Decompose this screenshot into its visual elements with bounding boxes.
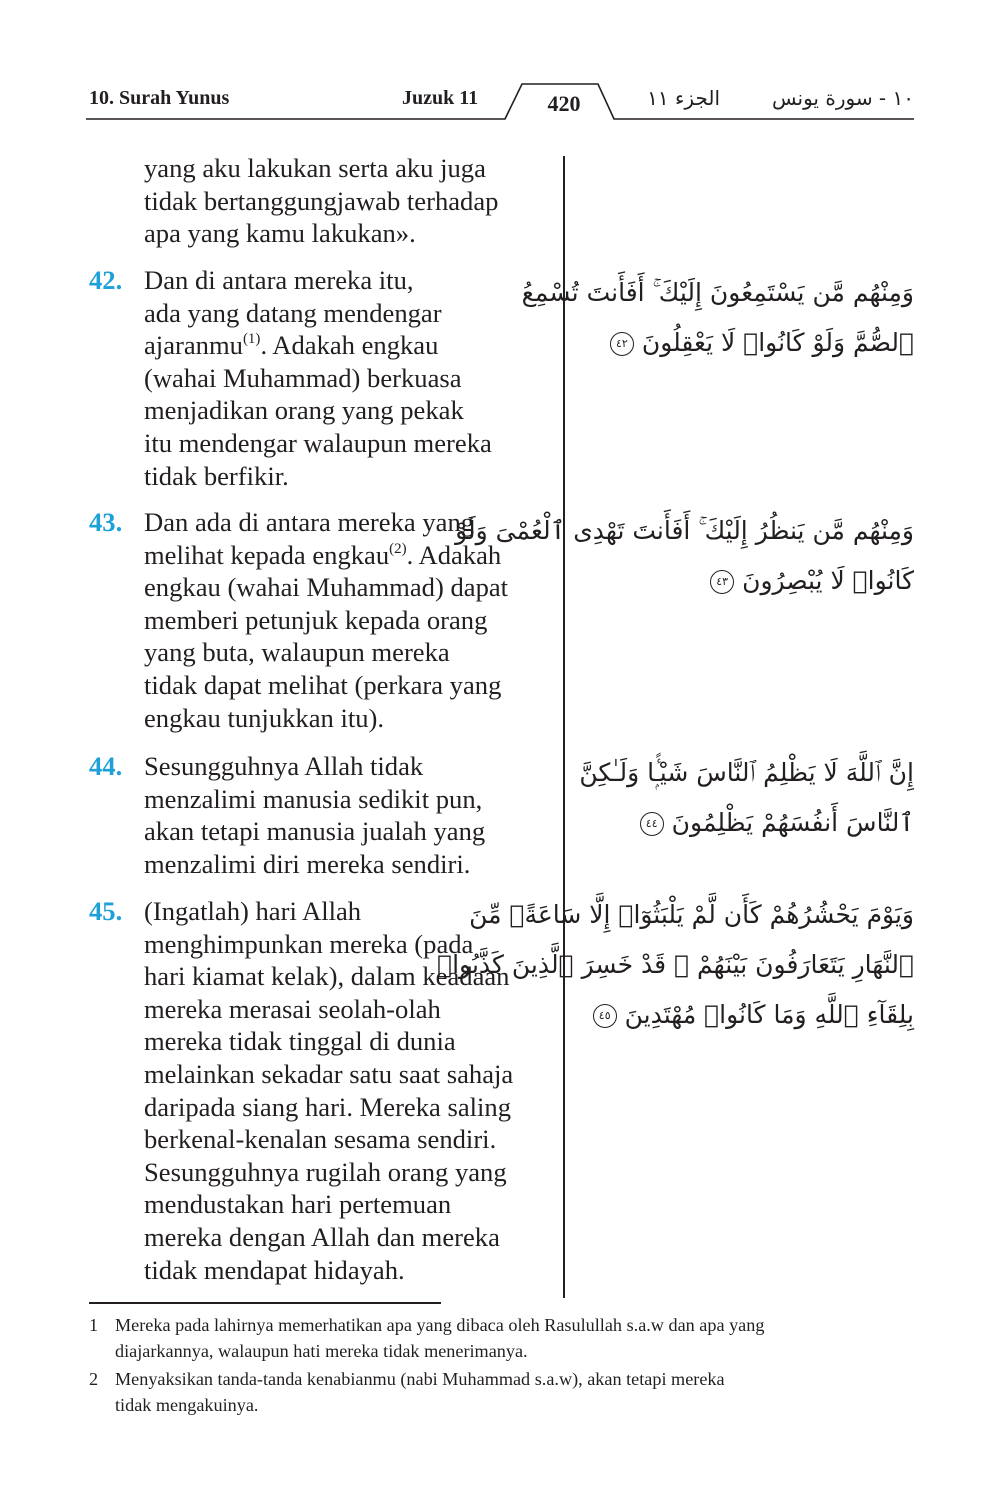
- text-line: (Ingatlah) hari Allah: [144, 896, 362, 926]
- arabic-verse-45: [437, 890, 914, 1040]
- text-line: tidak dapat melihat (perkara yang: [144, 669, 502, 700]
- text-line: hari kiamat kelak), dalam keadaan: [144, 961, 510, 992]
- page-number: 420: [547, 91, 581, 116]
- footnote-1: [89, 1312, 915, 1364]
- text-line: tidak mendapat hidayah.: [144, 1254, 405, 1285]
- text-line: (wahai Muhammad) berkuasa: [144, 362, 462, 393]
- verse-number: 44.: [89, 751, 123, 781]
- footnote-line: diajarkannya, walaupun hati mereka tidak menerimanya.: [115, 1341, 528, 1361]
- arabic-line: ٱلصُّمَّ وَلَوْ كَانُوا۟ لَا يَعْقِلُونَ ٤٢: [522, 318, 914, 368]
- verse-number: 45.: [89, 896, 123, 926]
- arabic-line: وَمِنْهُم مَّن يَنظُرُ إِلَيْكَ ۚ أَفَأَنتَ تَهْدِى ٱلْعُمْىَ وَلَوْ: [455, 516, 914, 545]
- ayah-end-marker: ٤٥: [593, 1004, 617, 1028]
- header-surah-title: 10. Surah Yunus: [89, 87, 230, 109]
- verse-42: [89, 264, 559, 492]
- arabic-line: ٱلنَّاسَ أَنفُسَهُمْ يَظْلِمُونَ ٤٤: [579, 798, 914, 848]
- text-line: tidak berfikir.: [144, 460, 289, 491]
- footnote-line: Mereka pada lahirnya memerhatikan apa yang dibaca oleh Rasulullah s.a.w dan apa yang: [115, 1315, 765, 1335]
- arabic-line: كَانُوا۟ لَا يُبْصِرُونَ ٤٣: [455, 556, 914, 606]
- header-juz-label: Juzuk 11: [402, 87, 479, 109]
- arabic-verse-42: [522, 268, 914, 368]
- text-line: mereka merasai seolah-olah: [144, 993, 441, 1024]
- text-line: akan tetapi manusia jualah yang: [144, 816, 486, 847]
- text-line: mereka dengan Allah dan mereka: [144, 1221, 500, 1252]
- footnote-number: 1: [89, 1315, 99, 1335]
- footnote-number: 2: [89, 1369, 99, 1389]
- text-line: menzalimi diri mereka sendiri.: [144, 848, 471, 879]
- text-line: engkau tunjukkan itu).: [144, 702, 385, 733]
- arabic-line: وَمِنْهُم مَّن يَسْتَمِعُونَ إِلَيْكَ ۚ أَفَأَنتَ تُسْمِعُ: [521, 278, 914, 307]
- footnote-line: Menyaksikan tanda-tanda kenabianmu (nabi Muhammad s.a.w), akan tetapi mereka: [115, 1369, 725, 1389]
- text-line: ajaranmu$^{(1)}$. Adakah engkau: [144, 330, 439, 361]
- footnote-ref-1[interactable]: (1): [242, 331, 261, 348]
- text-line: Sesungguhnya Allah tidak: [144, 751, 424, 781]
- text-line: menghimpunkan mereka (pada: [144, 928, 474, 959]
- text-line: berkenal-kenalan sesama sendiri.: [144, 1124, 497, 1155]
- verse-44: [89, 750, 559, 880]
- arabic-line: ٱلنَّهَارِ يَتَعَارَفُونَ بَيْنَهُمْ ۚ قَدْ خَسِرَ ٱلَّذِينَ كَذَّبُوا۟: [437, 950, 914, 979]
- footnote-line: tidak mengakuinya.: [115, 1395, 259, 1415]
- footnote-ref-2[interactable]: (2): [389, 540, 407, 557]
- text-line: mendustakan hari pertemuan: [144, 1189, 452, 1220]
- text-line: tidak bertanggungjawab terhadap: [144, 185, 499, 216]
- text-line: ada yang datang mendengar: [144, 297, 442, 328]
- header-juz-arabic: الجزء ١١: [647, 86, 720, 110]
- ayah-end-marker: ٤٣: [710, 570, 734, 594]
- header-rule: [0, 0, 1000, 130]
- text-line: daripada siang hari. Mereka saling: [144, 1091, 512, 1122]
- text-line: yang buta, walaupun mereka: [144, 637, 450, 668]
- text-line: Dan di antara mereka itu,: [144, 265, 414, 295]
- verse-number: 43.: [89, 507, 123, 537]
- ayah-end-marker: ٤٢: [610, 332, 634, 356]
- text-line: mereka tidak tinggal di dunia: [144, 1026, 456, 1057]
- verse-number: 42.: [89, 265, 123, 295]
- text-line: itu mendengar walaupun mereka: [144, 427, 492, 458]
- footnote-rule: [89, 1302, 441, 1304]
- text-line: Dan ada di antara mereka yang: [144, 507, 475, 537]
- text-line: menjadikan orang yang pekak: [144, 395, 464, 426]
- text-line: memberi petunjuk kepada orang: [144, 604, 488, 635]
- header-surah-arabic: ١٠ - سورة يونس: [772, 86, 914, 110]
- text-line: menzalimi manusia sedikit pun,: [144, 783, 483, 814]
- text-line: Sesungguhnya rugilah orang yang: [144, 1156, 507, 1187]
- text-line: engkau (wahai Muhammad) dapat: [144, 572, 509, 603]
- arabic-verse-44: [579, 748, 914, 848]
- arabic-line: وَيَوْمَ يَحْشُرُهُمْ كَأَن لَّمْ يَلْبَثُوٓا۟ إِلَّا سَاعَةًۭ مِّنَ: [469, 900, 914, 929]
- arabic-line: إِنَّ ٱللَّهَ لَا يَظْلِمُ ٱلنَّاسَ شَيْـًۭٔا وَلَـٰكِنَّ: [579, 758, 914, 787]
- text-line: yang aku lakukan serta aku juga: [144, 153, 486, 183]
- text-line: apa yang kamu lakukan».: [144, 218, 416, 249]
- arabic-line: بِلِقَآءِ ٱللَّهِ وَمَا كَانُوا۟ مُهْتَدِينَ ٤٥: [437, 990, 914, 1040]
- footnote-2: [89, 1366, 915, 1418]
- verse-continuation: [89, 152, 559, 250]
- text-line: melihat kepada engkau$^{(2)}$. Adakah: [144, 539, 502, 570]
- ayah-end-marker: ٤٤: [640, 812, 664, 836]
- text-line: melainkan sekadar satu saat sahaja: [144, 1058, 514, 1089]
- arabic-verse-43: [455, 506, 914, 606]
